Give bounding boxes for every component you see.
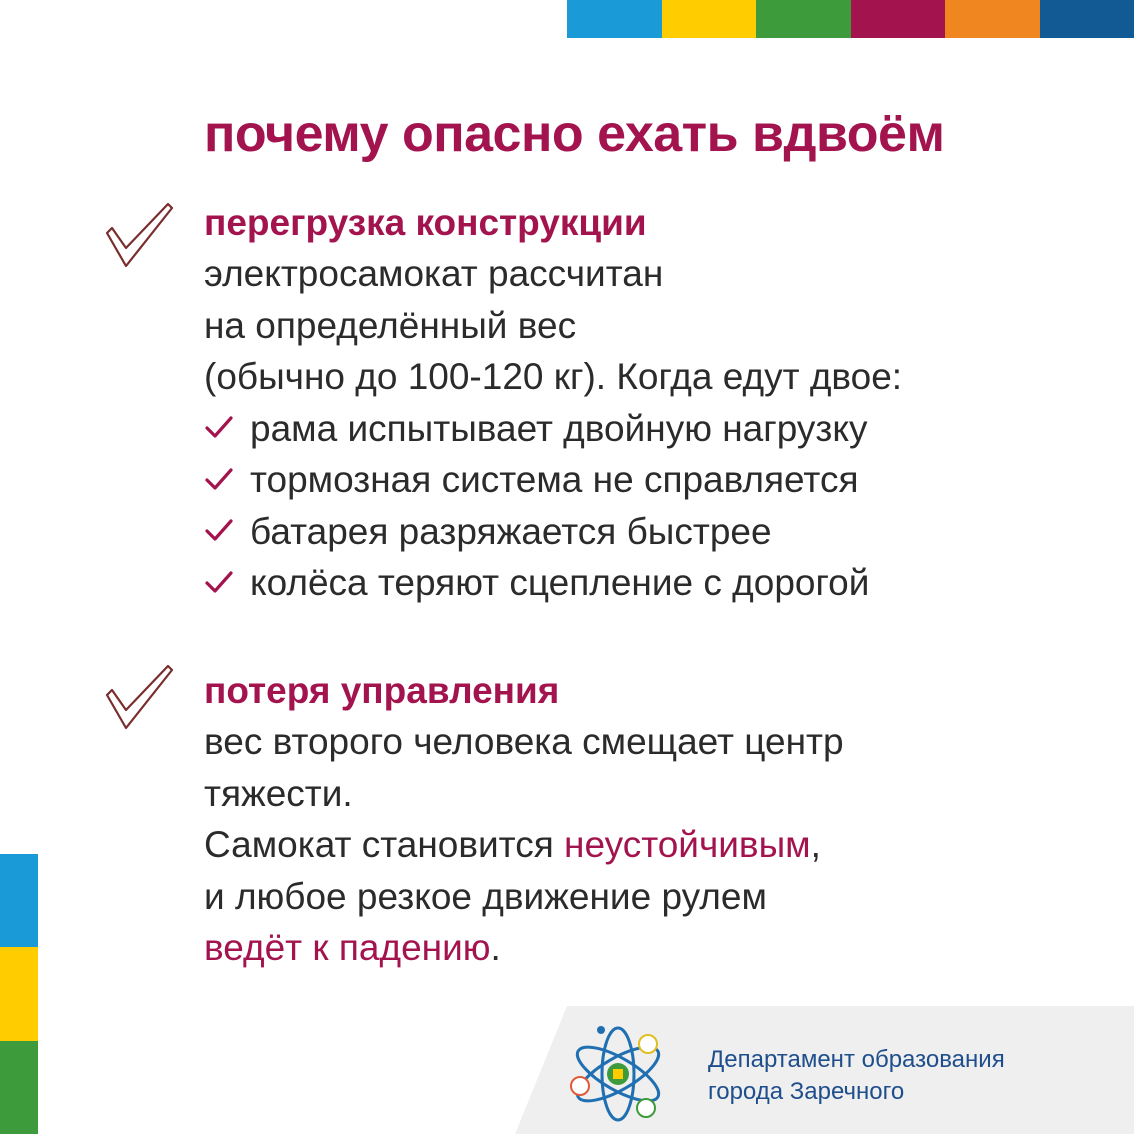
body-text: тяжести.: [204, 772, 353, 814]
stripe-segment: [0, 1041, 38, 1134]
section-overload: [204, 198, 1104, 609]
list-item-text: батарея разряжается быстрее: [250, 510, 772, 552]
footer-line: Департамент образования: [708, 1046, 1005, 1073]
stripe-segment: [945, 0, 1040, 38]
list-item-text: колёса теряют сцепление с дорогой: [250, 562, 870, 603]
body-text: (обычно до 100-120 кг). Когда едут двое:: [204, 356, 903, 397]
body-text: [204, 819, 1104, 871]
list-item: [204, 454, 1104, 506]
highlight-text: ведёт к падению: [204, 927, 491, 968]
stripe-segment: [1040, 0, 1134, 38]
body-text: на определённый вес: [204, 304, 577, 346]
stripe-segment: [756, 0, 851, 38]
body-text-part: .: [490, 927, 501, 968]
body-text: [204, 922, 1104, 974]
body-text-part: Самокат становится: [204, 824, 565, 865]
section-heading: потеря управления: [204, 670, 560, 711]
stripe-segment: [851, 0, 946, 38]
checkmark-icon: [204, 516, 234, 546]
checkmark-outline-icon: [104, 200, 176, 272]
body-text: и любое резкое движение рулем: [204, 875, 767, 917]
stripe-segment: [567, 0, 662, 38]
list-item: [204, 557, 1104, 609]
checkmark-outline-icon: [104, 662, 176, 734]
stripe-segment: [0, 947, 38, 1040]
footer-organization: [708, 1044, 1005, 1108]
stripe-segment: [0, 854, 38, 947]
section-heading: перегрузка конструкции: [204, 202, 647, 243]
checkmark-icon: [204, 568, 234, 598]
list-item: [204, 403, 1104, 455]
left-color-stripe: [0, 854, 38, 1134]
footer-line: города Заречного: [708, 1078, 905, 1105]
list-item-text: тормозная система не справляется: [250, 459, 859, 500]
list-item: [204, 506, 1104, 558]
body-text: электросамокат рассчитан: [204, 253, 664, 294]
highlight-text: неустойчивым: [564, 824, 811, 865]
page-title: почему опасно ехать вдвоём: [204, 105, 945, 163]
list-item-text: рама испытывает двойную нагрузку: [250, 407, 868, 449]
checkmark-icon: [204, 465, 234, 495]
stripe-segment: [662, 0, 757, 38]
checkmark-icon: [204, 413, 234, 443]
top-color-stripe: [567, 0, 1134, 38]
atom-logo-icon: [566, 1024, 670, 1124]
body-text: вес второго человека смещает центр: [204, 721, 844, 762]
bullet-list: [204, 403, 1104, 609]
body-text-part: ,: [810, 824, 821, 865]
section-loss-of-control: [204, 666, 1104, 974]
